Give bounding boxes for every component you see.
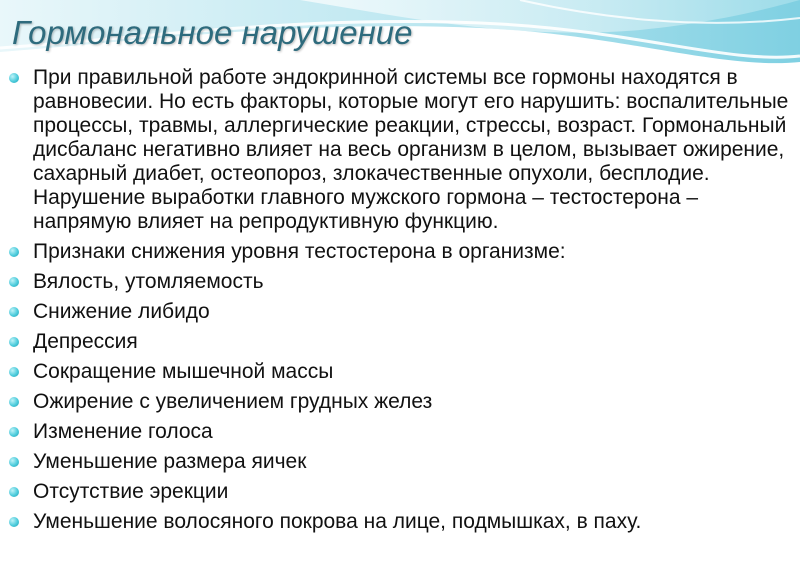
intro-text: При правильной работе эндокринной системы все гормоны находятся в равновесии. Но есть факторы, которые могут его нарушить: воспалительные процессы, травмы, аллергические реакции, стрессы, возраст. Гормональный дисбаланс негативно влияет на весь организм в целом, вызывает ожирение, сахарный диабет, остеопороз, злокачественные опухоли, бесплодие. Нарушение выработки главного мужского гормона – тестостерона – напрямую влияет на репродуктивную функцию.	[33, 66, 789, 233]
list-item	[8, 510, 793, 534]
list-item-text: Уменьшение размера яичек	[33, 450, 307, 473]
list-item	[8, 390, 793, 414]
signs-heading: Признаки снижения уровня тестостерона в организме:	[33, 240, 566, 263]
list-item-text: Изменение голоса	[33, 420, 213, 443]
list-item-text: Отсутствие эрекции	[33, 480, 229, 503]
circle-bullet-icon	[9, 487, 19, 497]
intro-paragraph	[8, 66, 793, 234]
list-item-text: Снижение либидо	[33, 300, 210, 323]
circle-bullet-icon	[9, 337, 19, 347]
circle-bullet-icon	[9, 247, 19, 257]
list-item	[8, 480, 793, 504]
circle-bullet-icon	[9, 397, 19, 407]
list-item	[8, 300, 793, 324]
list-item	[8, 270, 793, 294]
circle-bullet-icon	[9, 427, 19, 437]
circle-bullet-icon	[9, 457, 19, 467]
list-item-text: Уменьшение волосяного покрова на лице, подмышках, в паху.	[33, 510, 642, 533]
list-item	[8, 420, 793, 444]
list-item-text: Депрессия	[33, 330, 138, 353]
circle-bullet-icon	[9, 73, 19, 83]
circle-bullet-icon	[9, 367, 19, 377]
circle-bullet-icon	[9, 307, 19, 317]
list-item	[8, 330, 793, 354]
list-item-text: Ожирение с увеличением грудных желез	[33, 390, 433, 413]
list-item-text: Сокращение мышечной массы	[33, 360, 334, 383]
list-item	[8, 240, 793, 264]
list-item-text: Вялость, утомляемость	[33, 270, 264, 293]
list-item	[8, 360, 793, 384]
slide-title: Гормональное нарушение	[12, 14, 413, 51]
circle-bullet-icon	[9, 517, 19, 527]
list-item	[8, 450, 793, 474]
bullet-list	[8, 66, 793, 540]
circle-bullet-icon	[9, 277, 19, 287]
